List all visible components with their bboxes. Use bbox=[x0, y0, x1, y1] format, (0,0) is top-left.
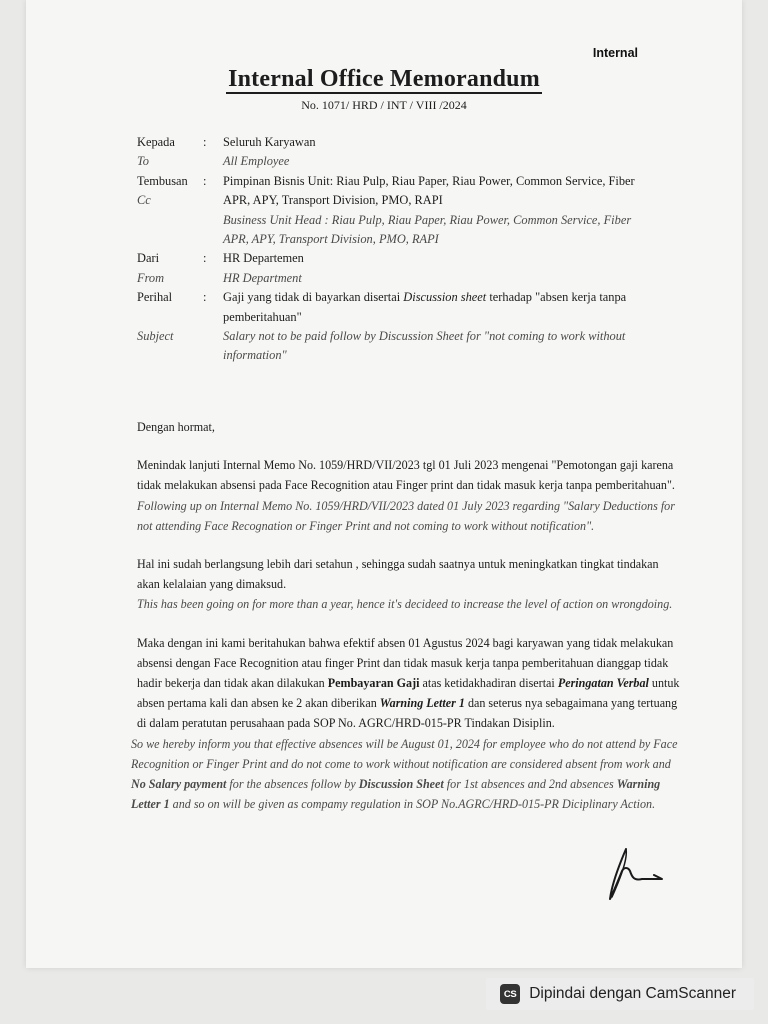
field-perihal-2: pemberitahuan" bbox=[223, 309, 302, 324]
field-tembusan: Tembusan : Pimpinan Bisnis Unit: Riau Pulp, Riau Paper, Riau Power, Common Service, Fiber bbox=[137, 173, 635, 188]
field-perihal: Perihal : Gaji yang tidak di bayarkan disertai Discussion sheet terhadap "absen kerja tanpa bbox=[137, 290, 627, 305]
memo-header-fields bbox=[137, 133, 637, 366]
memo-number: No. 1071/ HRD / INT / VIII /2024 bbox=[301, 98, 467, 112]
classification-tag: Internal bbox=[592, 46, 638, 60]
memo-title: Internal Office Memorandum bbox=[228, 66, 540, 92]
paragraph-1-en: Following up on Internal Memo No. 1059/HRD/VII/2023 dated 01 July 2023 regarding "Salary Deductions for not attending Face Recognation or Finger Print and not coming to work without notification". bbox=[137, 498, 675, 533]
field-to: To All Employee bbox=[137, 154, 290, 169]
paragraph-2-en: This has been going on for more than a year, hence it's decideed to increase the level of action on wrongdoing. bbox=[137, 597, 673, 612]
field-subject-2: information" bbox=[223, 348, 287, 363]
signature-icon bbox=[606, 845, 670, 905]
field-cc-en-1: Business Unit Head : Riau Pulp, Riau Paper, Riau Power, Common Service, Fiber bbox=[223, 212, 632, 227]
field-cc: Cc APR, APY, Transport Division, PMO, RAPI bbox=[137, 193, 443, 208]
greeting: Dengan hormat, bbox=[137, 420, 215, 434]
memo-page bbox=[26, 0, 742, 968]
field-from: From HR Department bbox=[137, 270, 302, 285]
paragraph-2-id: Hal ini sudah berlangsung lebih dari setahun , sehingga sudah saatnya untuk meningkatkan tingkat tindakan akan kelalaian yang dimaksud. bbox=[137, 557, 659, 592]
camscanner-badge bbox=[486, 978, 754, 1010]
paragraph-3-en: So we hereby inform you that effective absences will be August 01, 2024 for employee who do not attend by Face Recognition or Finger Print and do not come to work without notification are considered absent from work and No Salary payment for the absences follow by Discussion Sheet for 1st absences and 2nd absences Warning Letter 1 and so on will be given as compamy regulation in SOP No.AGRC/HRD-015-PR Diciplinary Action. bbox=[131, 736, 678, 812]
field-cc-en-2: APR, APY, Transport Division, PMO, RAPI bbox=[223, 232, 439, 247]
camscanner-logo-icon: CS bbox=[500, 984, 520, 1004]
field-kepada: Kepada : Seluruh Karyawan bbox=[137, 135, 316, 149]
memo-body bbox=[131, 417, 683, 814]
field-dari: Dari : HR Departemen bbox=[137, 251, 304, 266]
paragraph-1-id: Menindak lanjuti Internal Memo No. 1059/HRD/VII/2023 tgl 01 Juli 2023 mengenai "Pemotongan gaji karena tidak melakukan absensi pada Face Recognition atau Finger print dan tidak masuk kerja tanpa pemberitahuan". bbox=[137, 458, 675, 493]
camscanner-text: Dipindai dengan CamScanner bbox=[529, 985, 736, 1002]
paragraph-3-id: Maka dengan ini kami beritahukan bahwa efektif absen 01 Agustus 2024 bagi karyawan yang tidak melakukan absensi dengan Face Recognition atau finger Print dan tidak masuk kerja tanpa pemberitahuan dianggap tidak hadir bekerja dan tidak akan dilakukan Pembayaran Gaji atas ketidakhadiran disertai Peringatan Verbal untuk absen pertama kali dan absen ke 2 akan diberikan Warning Letter 1 dan seterus nya sebagaimana yang tertuang di dalam peratutan perusahaan pada SOP No. AGRC/HRD-015-PR Tindakan Disiplin. bbox=[137, 635, 680, 731]
field-subject: Subject Salary not to be paid follow by Discussion Sheet for "not coming to work without bbox=[137, 329, 626, 344]
